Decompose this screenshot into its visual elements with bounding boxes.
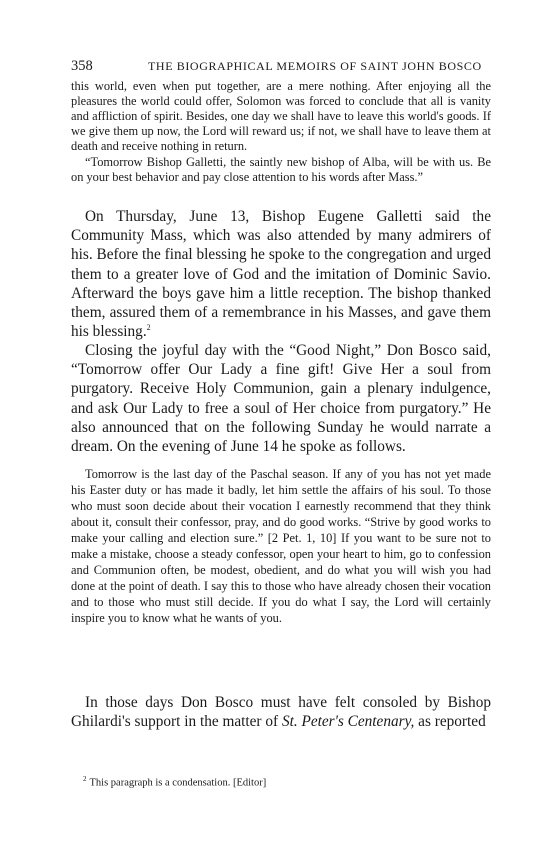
paragraph-quote-galletti: “Tomorrow Bishop Galletti, the saintly new bishop of Alba, will be with us. Be on your best behavior and pay close attention to his words after Mass.” bbox=[71, 155, 491, 185]
running-head: THE BIOGRAPHICAL MEMOIRS OF SAINT JOHN BOSCO bbox=[148, 59, 482, 73]
footnote-marker: 2 bbox=[146, 323, 151, 333]
block-quote: Tomorrow is the last day of the Paschal season. If any of you has not yet made his Easter duty or has made it badly, let him settle the affairs of his soul. To those who must soon decide about their vocation I earnestly recommend that they think about it, consult their confessor, pray, and do good works. “Strive by good works to make your calling and election sure.” [2 Pet. 1, 10] If you want to be sure not to make a mistake, choose a steady confessor, open your heart to him, go to confession and Communion often, be modest, obedient, and do what you will wish you had done at the point of death. I say this to those who have already chosen their vocation and to those who must still decide. If you do what I say, the Lord will certainly inspire you to know what he wants of you. bbox=[71, 467, 491, 625]
paragraph-ghilardi-text: In those days Don Bosco must have felt consoled by Bishop Ghilardi's support in the matter of bbox=[71, 694, 491, 731]
paragraph-community-mass bbox=[71, 207, 491, 341]
footnote bbox=[83, 775, 483, 789]
paragraph-ghilardi-end: as reported bbox=[414, 713, 486, 731]
paragraph-continued: this world, even when put together, are a mere nothing. After enjoying all the pleasures the world could offer, Solomon was forced to conclude that all is vanity and affliction of spirit. Besides, one day we shall have to leave this world's goods. If we give them up now, the Lord will reward us; if not, we shall have to leave them at death and receive nothing in return. bbox=[71, 79, 491, 154]
footnote-text: This paragraph is a condensation. [Editor] bbox=[89, 777, 267, 789]
paragraph-community-mass-text: On Thursday, June 13, Bishop Eugene Galletti said the Community Mass, which was also attended by many admirers of his. Before the final blessing he spoke to the congregation and urged them to a greater love of God and the imitation of Dominic Savio. Afterward the boys gave him a little reception. The bishop thanked them, assured them of a remembrance in his Masses, and gave them his blessing. bbox=[71, 208, 491, 341]
paragraph-ghilardi bbox=[71, 693, 491, 731]
footnote-number: 2 bbox=[83, 775, 87, 783]
page-header bbox=[71, 58, 491, 78]
page-number: 358 bbox=[71, 58, 93, 74]
paragraph-good-night: Closing the joyful day with the “Good Night,” Don Bosco said, “Tomorrow offer Our Lady a fine gift! Give Her a soul from purgatory. Receive Holy Communion, gain a plenary indulgence, and ask Our Lady to free a soul of Her choice from purgatory.” He also announced that on the following Sunday he would narrate a dream. On the evening of June 14 he spoke as follows. bbox=[71, 342, 491, 456]
book-title: St. Peter's Centenary, bbox=[281, 713, 415, 731]
